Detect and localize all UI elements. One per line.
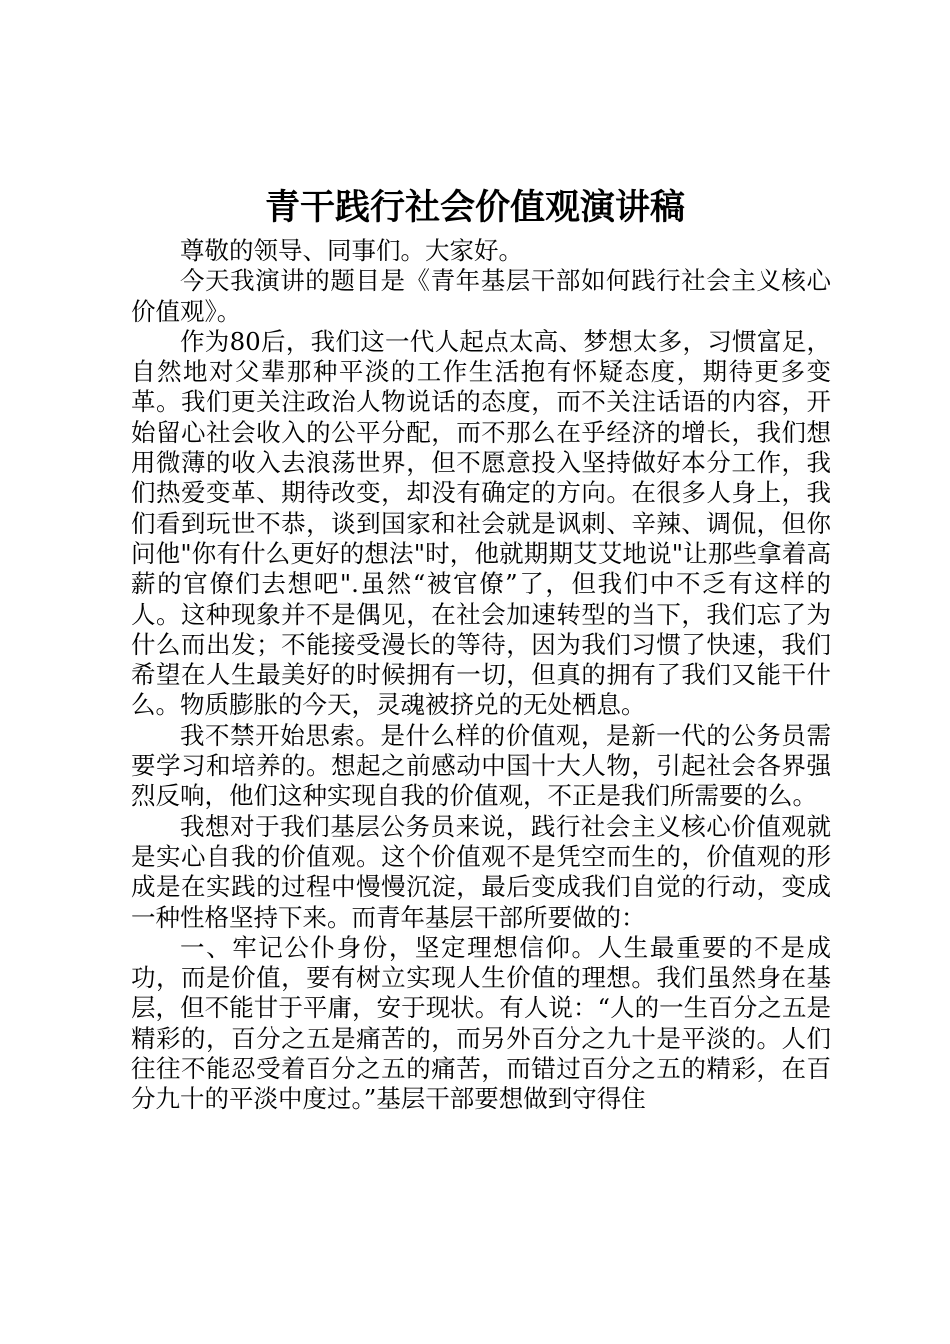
paragraph-greeting: 尊敬的领导、同事们。大家好。 xyxy=(180,236,523,265)
document-title: 青干践行社会价值观演讲稿 xyxy=(264,187,685,228)
paragraph-core-values: 我想对于我们基层公务员来说，践行社会主义核心价值观就是实心自我的价值观。这个价值观不是凭空而生的，价值观的形成是在实践的过程中慢慢沉淀，最后变成我们自觉的行动，变成一种性格坚持下来。而青年基层干部所要做的： xyxy=(131,811,831,932)
paragraph-reflection: 我不禁开始思索。是什么样的价值观，是新一代的公务员需要学习和培养的。想起之前感动中国十大人物，引起社会各界强烈反响，他们这种实现自我的价值观，不正是我们所需要的么。 xyxy=(131,720,831,811)
paragraph-topic: 今天我演讲的题目是《青年基层干部如何践行社会主义核心价值观》。 xyxy=(131,266,831,326)
paragraph-point-one: 一、牢记公仆身份，坚定理想信仰。人生最重要的不是成功，而是价值，要有树立实现人生价值的理想。我们虽然身在基层，但不能甘于平庸，安于现状。有人说：“人的一生百分之五是精彩的，百分之五是痛苦的，而另外百分之九十是平淡的。人们往往不能忍受着百分之五的痛苦，而错过百分之五的精彩，在百分九十的平淡中度过。”基层干部要想做到守得住 xyxy=(131,932,831,1114)
paragraph-generation: 作为80后，我们这一代人起点太高、梦想太多，习惯富足，自然地对父辈那种平淡的工作生活抱有怀疑态度，期待更多变革。我们更关注政治人物说话的态度，而不关注话语的内容，开始留心社会收入的公平分配，而不那么在乎经济的增长，我们想用微薄的收入去浪荡世界，但不愿意投入坚持做好本分工作，我们热爱变革、期待改变，却没有确定的方向。在很多人身上，我们看到玩世不恭，谈到国家和社会就是讽刺、辛辣、调侃，但你问他"你有什么更好的想法"时，他就期期艾艾地说"让那些拿着高薪的官僚们去想吧".虽然“被官僚”了，但我们中不乏有这样的人。这种现象并不是偶见，在社会加速转型的当下，我们忘了为什么而出发；不能接受漫长的等待，因为我们习惯了快速，我们希望在人生最美好的时候拥有一切，但真的拥有了我们又能干什么。物质膨胀的今天，灵魂被挤兑的无处栖息。 xyxy=(131,326,831,720)
document-body xyxy=(131,236,831,1115)
